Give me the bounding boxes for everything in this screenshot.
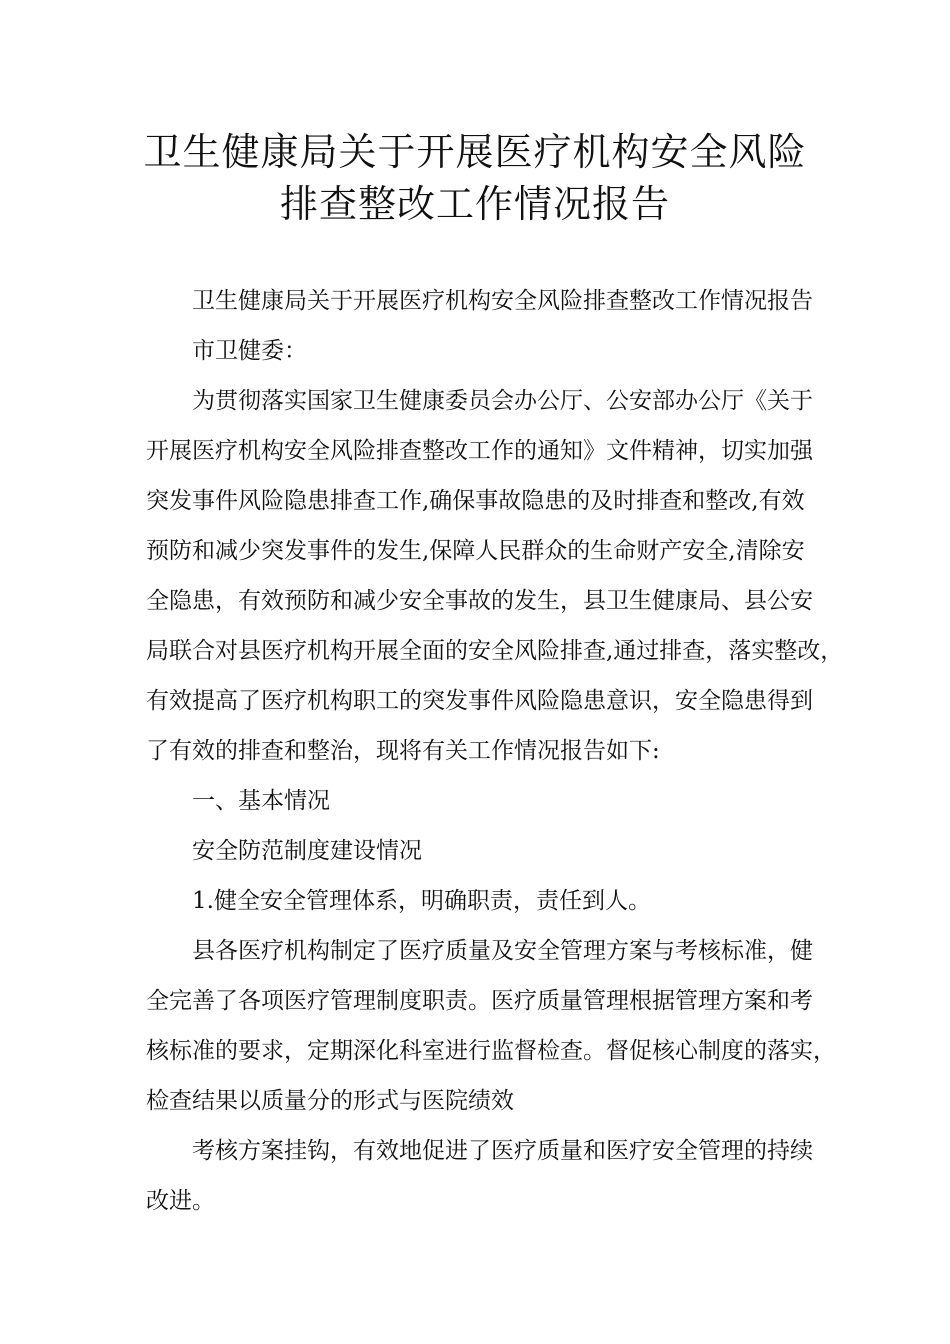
document-title-line-2: 排查整改工作情况报告 (279, 182, 670, 226)
document-title-line-1: 卫生健康局关于开展医疗机构安全风险 (143, 130, 807, 174)
intro-paragraph (146, 376, 844, 776)
body-paragraph (146, 926, 836, 1126)
text-line: 全隐患，有效预防和减少安全事故的发生，县卫生健康局、县公安 (146, 588, 813, 614)
text-line: 全完善了各项医疗管理制度职责。医疗质量管理根据管理方案和考 (146, 988, 813, 1014)
subsection-heading-paragraph (146, 826, 826, 876)
text-line: 核标准的要求，定期深化科室进行监督检查。督促核心制度的落实， (146, 1038, 836, 1064)
text-line: 卫生健康局关于开展医疗机构安全风险排查整改工作情况报告 (192, 288, 813, 314)
text-line: 为贯彻落实国家卫生健康委员会办公厅、公安部办公厅《关于 (192, 388, 813, 414)
text-line: 1.健全安全管理体系，明确职责，责任到人。 (192, 888, 651, 914)
text-line: 有效提高了医疗机构职工的突发事件风险隐患意识，安全隐患得到 (146, 688, 813, 714)
text-line: 突发事件风险隐患排查工作,确保事故隐患的及时排查和整改,有效 (146, 488, 805, 514)
text-line: 局联合对县医疗机构开展全面的安全风险排查,通过排查，落实整改， (146, 638, 844, 664)
text-line: 检查结果以质量分的形式与医院绩效 (146, 1088, 514, 1114)
text-line: 了有效的排查和整治，现将有关工作情况报告如下: (146, 738, 660, 764)
addressee-paragraph (146, 326, 826, 376)
text-line: 市卫健委： (192, 338, 307, 364)
text-line: 预防和减少突发事件的发生,保障人民群众的生命财产安全,清除安 (146, 538, 805, 564)
section-heading-paragraph (146, 776, 826, 826)
body-paragraph (146, 1126, 826, 1226)
text-line: 开展医疗机构安全风险排查整改工作的通知》文件精神，切实加强 (146, 438, 813, 464)
text-line: 县各医疗机构制定了医疗质量及安全管理方案与考核标准，健 (192, 938, 813, 964)
text-line: 安全防范制度建设情况 (192, 838, 422, 864)
item-heading-paragraph (146, 876, 826, 926)
report-heading-paragraph (146, 276, 826, 326)
text-line: 考核方案挂钩，有效地促进了医疗质量和医疗安全管理的持续 (192, 1138, 813, 1164)
text-line: 一、基本情况 (192, 788, 330, 814)
text-line: 改进。 (146, 1188, 215, 1214)
